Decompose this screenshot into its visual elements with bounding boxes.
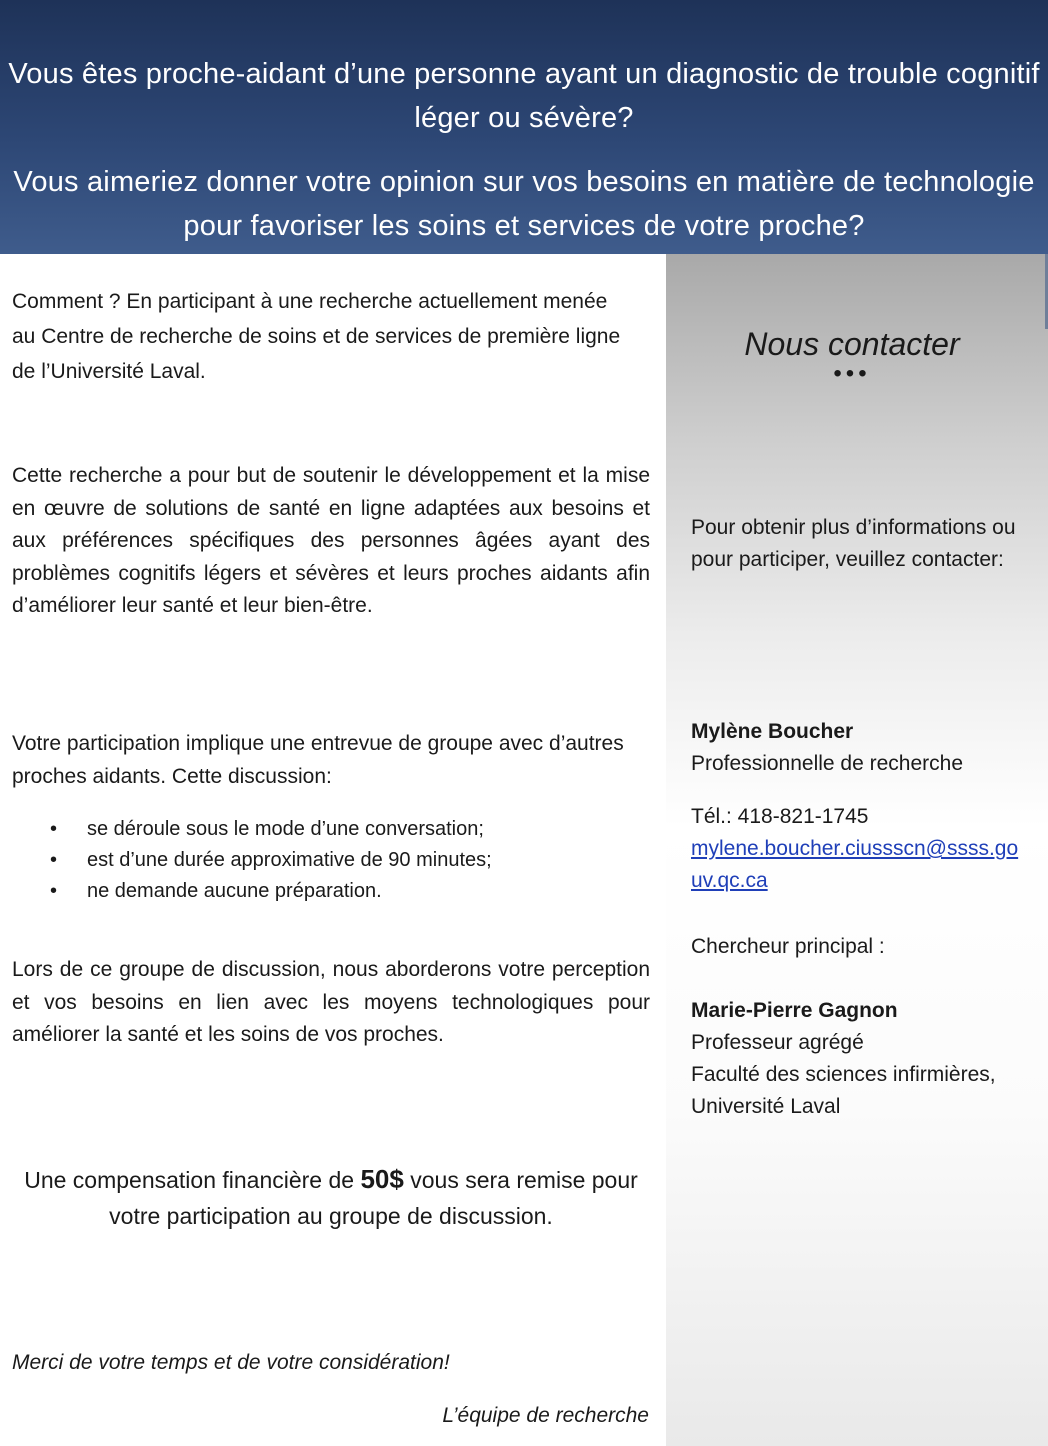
bullet-text: est d’une durée approximative de 90 minutes; xyxy=(87,849,492,871)
ellipsis-icon: ••• xyxy=(833,360,871,387)
contact1-name: Mylène Boucher xyxy=(691,720,854,743)
list-item xyxy=(12,845,492,876)
compensation-paragraph xyxy=(12,1161,650,1234)
thanks-line: Merci de votre temps et de votre considération! xyxy=(12,1351,450,1374)
compensation-text-before: Une compensation financière de xyxy=(24,1167,361,1193)
contact1-email-link[interactable]: mylene.boucher.ciussscn@ssss.gouv.qc.ca xyxy=(691,837,1019,892)
list-item xyxy=(12,814,492,845)
bullet-text: ne demande aucune préparation. xyxy=(87,880,382,902)
compensation-text-after: vous sera remise pour votre participation au groupe de discussion. xyxy=(109,1167,638,1229)
header-banner xyxy=(0,0,1048,254)
contact2-role: Professeur agrégé xyxy=(691,1031,864,1054)
contact2-name: Marie-Pierre Gagnon xyxy=(691,999,898,1022)
bullet-icon: • xyxy=(50,849,58,871)
list-item xyxy=(12,876,492,907)
contact-info-text: Pour obtenir plus d’informations ou pour participer, veuillez contacter: xyxy=(691,516,1016,571)
contact1-role: Professionnelle de recherche xyxy=(691,752,963,775)
banner-question-caregiver: Vous êtes proche-aidant d’une personne ayant un diagnostic de trouble cognitif léger ou sévère? xyxy=(8,58,1040,134)
contact-title: Nous contacter xyxy=(744,326,960,362)
signature-line: L’équipe de recherche xyxy=(442,1404,649,1427)
intro-paragraph: Comment ? En participant à une recherche actuellement menée au Centre de recherche de soins et de services de première ligne de l’Université Laval. xyxy=(12,290,621,383)
bullet-icon: • xyxy=(50,818,58,840)
chief-researcher-label: Chercheur principal : xyxy=(691,935,885,958)
compensation-amount: 50$ xyxy=(360,1164,404,1194)
discussion-paragraph: Lors de ce groupe de discussion, nous aborderons votre perception et vos besoins en lien avec les moyens technologiques pour améliorer la santé et les soins de vos proches. xyxy=(12,958,650,1046)
bullet-icon: • xyxy=(50,880,58,902)
bullet-text: se déroule sous le mode d’une conversation; xyxy=(87,818,484,840)
purpose-paragraph: Cette recherche a pour but de soutenir le développement et la mise en œuvre de solutions de santé en ligne adaptées aux besoins et aux préférences spécifiques des personnes âgées ayant des problèmes cognitifs légers et sévères et leurs proches aidants afin d’améliorer leur santé et leur bien-être. xyxy=(12,464,650,617)
discussion-bullet-list xyxy=(12,814,492,907)
contact2-faculty: Faculté des sciences infirmières, Université Laval xyxy=(691,1063,996,1118)
banner-question-opinion: Vous aimeriez donner votre opinion sur vos besoins en matière de technologie pour favoriser les soins et services de votre proche? xyxy=(13,166,1035,242)
participation-paragraph: Votre participation implique une entrevue de groupe avec d’autres proches aidants. Cette discussion: xyxy=(12,732,624,788)
contact-sidebar xyxy=(666,254,1048,1446)
contact1-phone: Tél.: 418-821-1745 xyxy=(691,805,869,828)
